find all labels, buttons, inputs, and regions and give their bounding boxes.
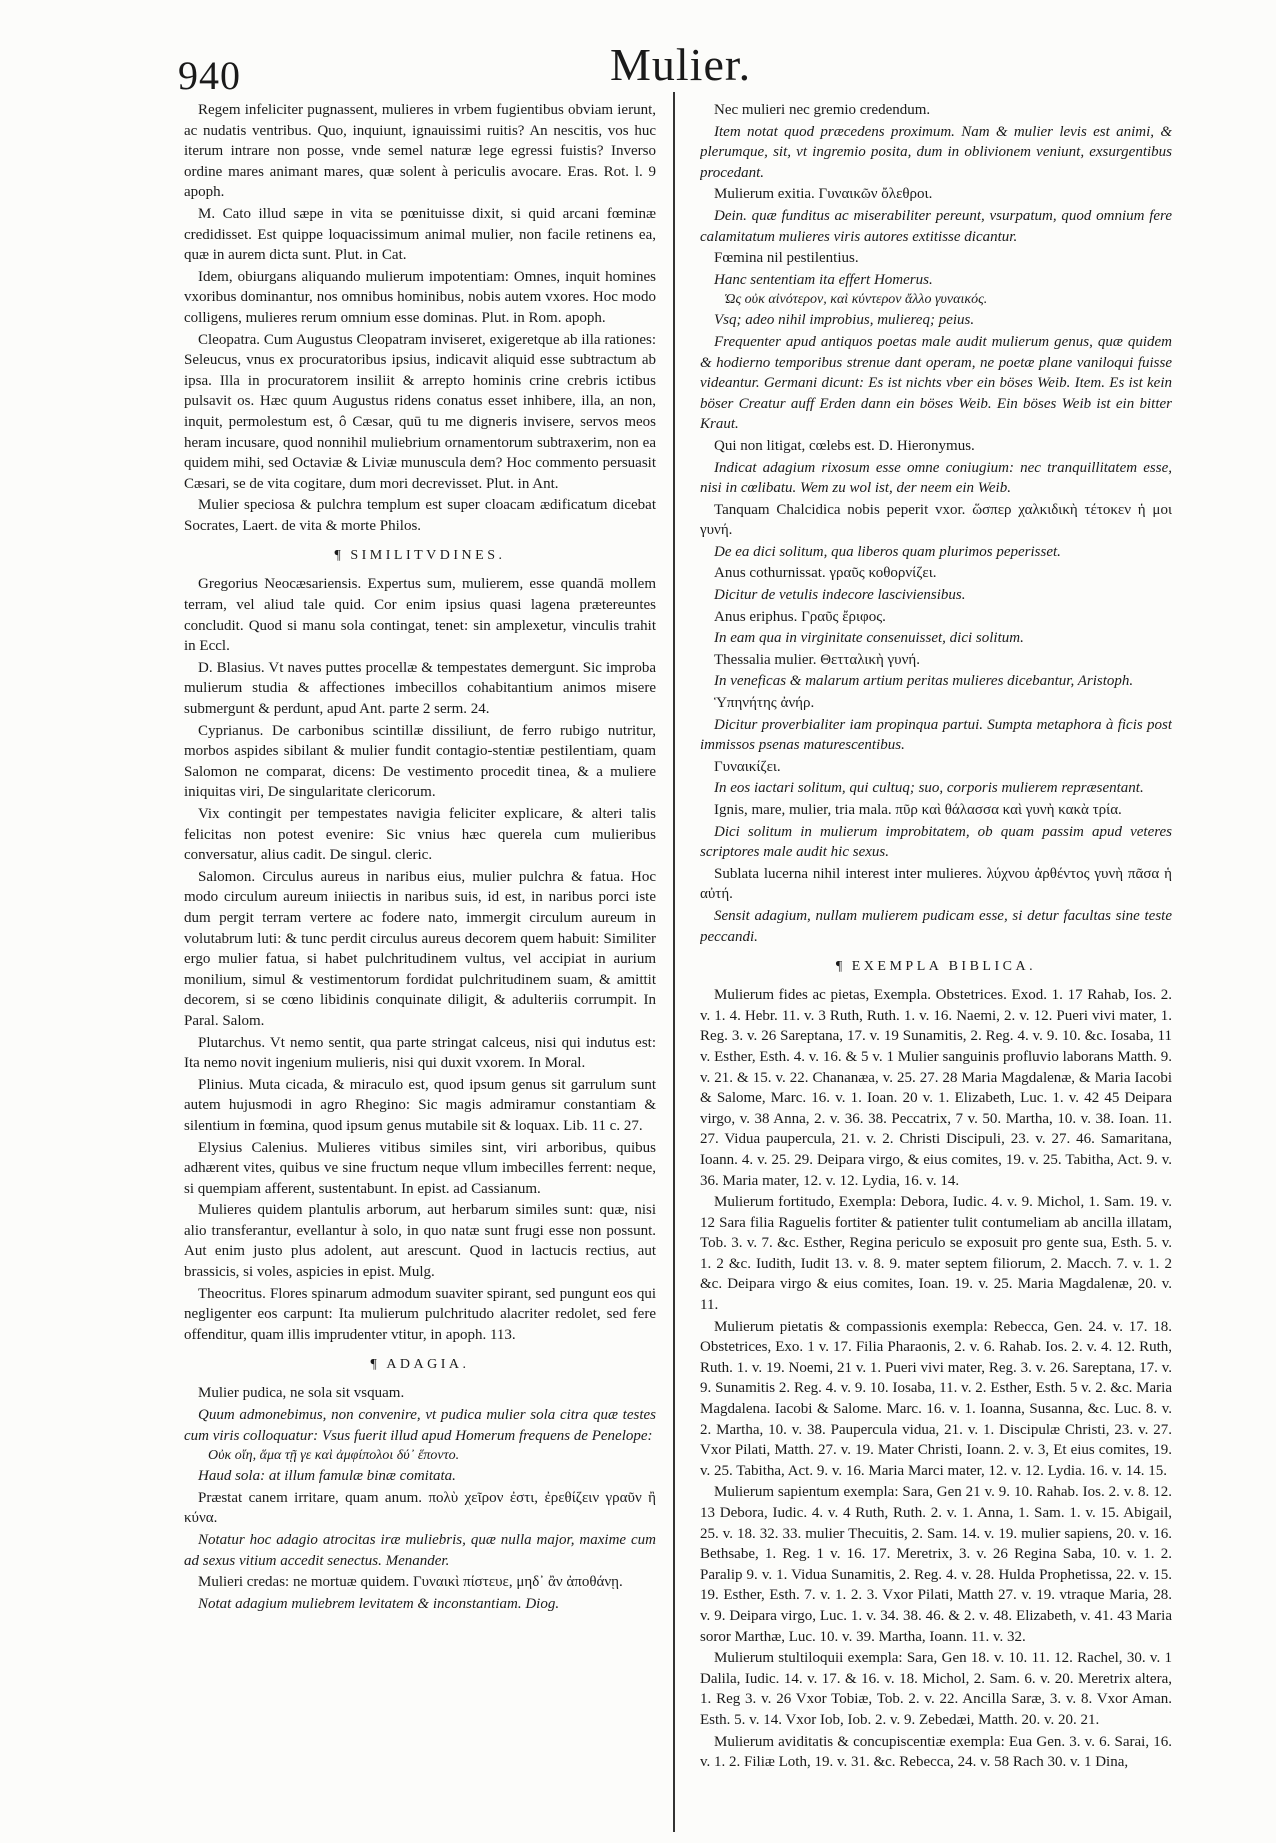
text-paragraph: Mulierum exitia. Γυναικῶν ὄλεθροι. — [714, 186, 933, 203]
commentary-paragraph: In eam qua in virginitate consenuisset, dici solitum. — [714, 630, 1024, 647]
text-paragraph: D. Blasius. Vt naves puttes procellæ & tempestates demergunt. Sic improba mulierum studia & affectiones imbecillos cohabitantium animos misere submergunt & perdunt, apud Ant. parte 2 serm. 24. — [184, 659, 656, 718]
text-paragraph: Cleopatra. Cum Augustus Cleopatram inviseret, exigeretque ab illa rationes: Seleucus, vnus ex procuratoribus ipsius, indicavit aliquid esse subtractum ab ipsa. Illa in procuratorem insiliit & arrepto hominis crine crebris ictibus pulsavit os. Hæc quum Augustus ridens conatus esset inhibere, illa, an non, inquit, permolestum est, ô Cæsar, quū tu me digneris invisere, servos meos heram incusare, quod nonnihil muliebrium ornamentorum subtraxerim, non ea quidem mihi, sed Octaviæ & Liviæ munuscula dem? Hoc commento persuasit Cæsari, se de vita cogitare, dum mori decrevisset. Plut. in Ant. — [184, 331, 656, 492]
text-paragraph: Tanquam Chalcidica nobis peperit vxor. ὥσπερ χαλκιδικὴ τέτοκεν ἡ μοι γυνή. — [700, 501, 1172, 539]
commentary-paragraph: Hanc sententiam ita effert Homerus. — [714, 271, 933, 288]
left-column — [184, 100, 656, 1835]
pilcrow-icon: ¶ — [370, 1357, 381, 1373]
section-heading-text: ADAGIA. — [386, 1357, 470, 1373]
text-paragraph: M. Cato illud sæpe in vita se pœnituisse dixit, si quid arcani fœminæ credidisset. Est quippe loquacissimum animal mulier, non facile retinens ea, quæ in aurem dicta sunt. Plut. in Cat. — [184, 205, 656, 264]
text-paragraph: Mulierum aviditatis & concupiscentiæ exempla: Eua Gen. 3. v. 6. Sarai, 16. v. 1. 2. Filiæ Loth, 19. v. 31. &c. Rebecca, 24. v. 58 Rach 30. v. 1 Dina, — [700, 1733, 1172, 1771]
text-paragraph: Regem infeliciter pugnassent, mulieres in vrbem fugientibus obviam ierunt, ac nudatis ventribus. Quo, inquiunt, ignauissimi ruitis? An nescitis, vos huc iterum intrare non posse, vnde semel naturæ lege egressi fuistis? Inverso ordine mares animant mares, quæ solent à periculis avocare. Eras. Rot. l. 9 apoph. — [184, 102, 656, 201]
commentary-paragraph: In eos iactari solitum, qui cultuq; suo, corporis mulierem repræsentant. — [714, 780, 1144, 797]
section-heading-text: EXEMPLA BIBLICA. — [851, 959, 1037, 975]
text-paragraph: Elysius Calenius. Mulieres vitibus similes sint, viri arboribus, quibus adhærent vites, quibus ve sine fructum neque vllum imbecilles ferrent: neque, si quempiam afferent, sustentabunt. In epist. ad Cassianum. — [184, 1139, 656, 1197]
running-head: Mulier. — [610, 39, 752, 90]
commentary-paragraph: Dicitur proverbialiter iam propinqua partui. Sumpta metaphora à ficis post immissos psenas maturescentibus. — [700, 716, 1172, 754]
commentary-paragraph: Sensit adagium, nullam mulierem pudicam esse, si detur facultas sine teste peccandi. — [700, 907, 1172, 945]
greek-quotation: Ὡς οὐκ αἰνότερον, καὶ κύντερον ἄλλο γυναικός. — [724, 292, 988, 308]
greek-quotation: Οὐκ οἴη, ἅμα τῇ γε καὶ ἀμφίπολοι δύ᾽ ἕποντο. — [208, 1448, 460, 1464]
text-paragraph: Mulierum fortitudo, Exempla: Debora, Iudic. 4. v. 9. Michol, 1. Sam. 19. v. 12 Sara filia Raguelis fortiter & patienter tulit contumeliam ab ancilla illatam, Tob. 3. v. 7. &c. Esther, Regina periculo se exposuit pro gente sua, Esth. 5. v. 1. 2 &c. Iudith, Iudit 13. v. 8. 9. mater septem filiorum, 2. Macch. 7. v. 1. 2 &c. Deipara virgo & eius comites, Ioan. 19. v. 25. Maria Magdalenæ, 20. v. 11. — [700, 1194, 1172, 1314]
section-heading — [700, 959, 1172, 975]
text-paragraph: Vix contingit per tempestates navigia feliciter explicare, & alteri talis felicitas non potest evenire: Sic vnius hæc querela cum mulieribus conversatur, alius cadit. De singul. cleric. — [184, 806, 656, 864]
text-paragraph: Mulierum pietatis & compassionis exempla: Rebecca, Gen. 24. v. 17. 18. Obstetrices, Exo. 1 v. 17. Filia Pharaonis, 2. v. 6. Rahab. Ios. 2. v. 4. 12. Ruth, Ruth. 1. v. 19. Noemi, 21 v. 1. Pueri vivi mater, Reg. 3. v. 26. Sareptana, 17. v. 9. Sunamitis 2. Reg. 4. v. 9. 10. Iosaba, 11. v. 2. Esther, Esth. 5 v. 2. &c. Maria Magdalena. Iacobi & Salome. Marc. 16. v. 1. Ioanna, Susanna, &c. Luc. 8. v. 2. Martha, 10. v. 38. Paupercula vidua, 21. v. 1. Discipulæ Christi, 23. v. 27. Vxor Pilati, Matth. 27. v. 19. Mater Christi, Ioann. 2. v. 3, Et eius comites, 19. v. 25. Tabitha, Act. 9. v. 16. Maria Marci mater, 12. v. 12. Lydia. 16. v. 14. 15. — [700, 1318, 1172, 1479]
text-paragraph: Theocritus. Flores spinarum admodum suaviter spirant, sed pungunt eos qui negligenter eos carpunt: Ita mulierum pulchritudo alacriter redolet, sed fere offenditur, quam illis imprudenter vtitur, in apoph. 113. — [184, 1285, 656, 1343]
pilcrow-icon: ¶ — [835, 959, 846, 975]
section-heading — [184, 1357, 656, 1373]
text-paragraph: Plutarchus. Vt nemo sentit, qua parte stringat calceus, nisi qui indutus est: Ita nemo novit ingenium mulieris, nisi qui duxit vxorem. In Moral. — [184, 1034, 656, 1072]
text-paragraph: Præstat canem irritare, quam anum. πολὺ χεῖρον ἐστι, ἐρεθίζειν γραῦν ἢ κύνα. — [184, 1489, 656, 1527]
text-paragraph: Plinius. Muta cicada, & miraculo est, quod ipsum genus sit garrulum sunt autem hujusmodi in agro Rhegino: Sic magis admiramur constantiam & silentium in fœmina, quod ipsum genus mutabile sit & loquax. Lib. 11 c. 27. — [184, 1076, 656, 1134]
text-paragraph: Anus cothurnissat. γραῦς κοθορνίζει. — [714, 565, 937, 582]
commentary-paragraph: Notat adagium muliebrem levitatem & inconstantiam. Diog. — [198, 1595, 560, 1612]
text-paragraph: Fœmina nil pestilentius. — [714, 250, 859, 267]
text-paragraph: Thessalia mulier. Θετταλικὴ γυνή. — [714, 651, 920, 668]
column-divider — [673, 92, 675, 1832]
text-paragraph: Mulier speciosa & pulchra templum est super cloacam ædificatum dicebat Socrates, Laert. de vita & morte Philos. — [184, 497, 656, 534]
page-number: 940 — [178, 53, 241, 98]
commentary-paragraph: Dici solitum in mulierum improbitatem, ob quam passim apud veteres scriptores male audit hic sexus. — [700, 823, 1172, 861]
text-paragraph: Mulierum sapientum exempla: Sara, Gen 21 v. 9. 10. Rahab. Ios. 2. v. 8. 12. 13 Debora, Iudic. 4. v. 4 Ruth, Ruth. 2. v. 1. Anna, 1. Sam. 1. v. 15. Abigail, 25. v. 18. 32. 33. mulier Thecuitis, 2. Sam. 14. v. 19. mulier sapiens, 20. v. 16. Bethsabe, 1. Reg. 1 v. 16. 17. Meretrix, 3. v. 26 Regina Saba, 10. v. 1. 2. Paralip 9. v. 1. Vidua Sunamitis, 2. Reg. 4. v. 28. Hulda Prophetissa, 22. v. 15. 19. Esther, Esth. 7. v. 1. 2. 3. Vxor Pilati, Matth 27. v. 19. vtraque Maria, 28. v. 9. Deipara virgo, Luc. 1. v. 34. 38. 46. & 2. v. 48. Elizabeth, v. 41. 43 Maria soror Marthæ, Luc. 10. v. 39. Martha, Ioann. 11. v. 32. — [700, 1484, 1172, 1645]
text-paragraph: Cyprianus. De carbonibus scintillæ dissiliunt, de ferro rubigo nutritur, morbos aspides sibilant & mulier fundit contagio-stentiæ pestilentiam, quam Salomon ne comparat, dicens: De vestimento procedit tinea, & a muliere iniquitas viri, De singularitate clericorum. — [184, 722, 656, 801]
commentary-paragraph: Dein. quæ funditus ac miserabiliter pereunt, vsurpatum, quod omnium fere calamitatum mulieres viris autores extitisse dicantur. — [700, 207, 1172, 245]
text-paragraph: Sublata lucerna nihil interest inter mulieres. λύχνου ἀρθέντος γυνὴ πᾶσα ἡ αὐτή. — [700, 865, 1172, 903]
commentary-paragraph: Frequenter apud antiquos poetas male audit mulierum genus, quæ quidem & hodierno temporibus strenue dant operam, ne poetæ plane vaniloqui fuisse videantur. Germani dicunt: Es ist nichts vber ein böses Weib. Item. Es ist kein böser Creatur auff Erden dann ein böses Weib. Ein böses Weib ist ein bitter Kraut. — [700, 333, 1172, 433]
text-paragraph: Γυναικίζει. — [714, 758, 781, 775]
right-column — [700, 100, 1172, 1835]
text-paragraph: Idem, obiurgans aliquando mulierum impotentiam: Omnes, inquit homines vxoribus dominantur, nos omnibus hominibus, nobis autem vxores. Hoc modo colligens, mulieres rerum omnium esse dominas. Plut. in Rom. apoph. — [184, 268, 656, 326]
commentary-paragraph: De ea dici solitum, qua liberos quam plurimos peperisset. — [714, 543, 1061, 560]
commentary-paragraph: Dicitur de vetulis indecore lasciviensibus. — [714, 587, 966, 604]
text-paragraph: Salomon. Circulus aureus in naribus eius, mulier pulchra & fatua. Hoc modo circulum aureum iniiectis in naribus suis, id est, in naribus porci iste dum pergit terram vertere ac fodere nato, immergit circulum aureum in volutabrum luti: & tunc perdit circulus aureus decorem quem habuit: Similiter ergo mulier fatua, si habet pulchritudinem vultus, vel accipiat in aurium monilium, simul & vestimentorum fordidat pulchritudinem suam, & amittit decorem, si se cœno libidinis conquinate diligit, & adulteriis corrumpit. In Paral. Salom. — [184, 868, 656, 1029]
text-paragraph: Ignis, mare, mulier, tria mala. πῦρ καὶ θάλασσα καὶ γυνὴ κακὰ τρία. — [714, 802, 1122, 818]
text-paragraph: Anus eriphus. Γραῦς ἔριφος. — [714, 608, 886, 625]
text-paragraph: Mulierum stultiloquii exempla: Sara, Gen 18. v. 10. 11. 12. Rachel, 30. v. 1 Dalila, Iudic. 14. v. 17. & 16. v. 18. Michol, 2. Sam. 6. v. 20. Meretrix altera, 1. Reg 3. v. 26 Vxor Tobiæ, Tob. 2. v. 22. Ancilla Saræ, 3. v. 8. Vxor Aman. Esth. 5. v. 14. Vxor Iob, Iob. 2. v. 9. Zebedæi, Matth. 20. v. 20. 21. — [700, 1650, 1172, 1728]
commentary-paragraph: In veneficas & malarum artium peritas mulieres dicebantur, Aristoph. — [714, 673, 1134, 690]
commentary-paragraph: Notatur hoc adagio atrocitas iræ muliebris, quæ nulla major, maxime cum ad sexus vitium accedit senectus. Menander. — [184, 1532, 656, 1569]
text-paragraph: Mulieri credas: ne mortuæ quidem. Γυναικὶ πίστευε, μηδ᾽ ἂν ἀποθάνῃ. — [198, 1574, 623, 1591]
commentary-paragraph: Vsq; adeo nihil improbius, muliereq; peius. — [714, 312, 975, 329]
text-paragraph: Gregorius Neocæsariensis. Expertus sum, mulierem, esse quandā mollem terram, vel aliud tale quid. Cor enim ipsius quasi lagena prætereuntes concludit. Quod si manu sola contingat, tenet: sin amplexetur, vinculis trahit in Eccl. — [184, 576, 656, 655]
section-heading — [184, 548, 656, 564]
text-paragraph: Mulier pudica, ne sola sit vsquam. — [198, 1385, 405, 1402]
commentary-paragraph: Haud sola: at illum famulæ binæ comitata. — [198, 1468, 456, 1485]
pilcrow-icon: ¶ — [334, 548, 345, 564]
text-paragraph: Qui non litigat, cœlebs est. D. Hieronymus. — [714, 437, 975, 454]
section-heading-text: SIMILITVDINES. — [350, 548, 506, 564]
text-paragraph: Mulierum fides ac pietas, Exempla. Obstetrices. Exod. 1. 17 Rahab, Ios. 2. v. 1. 4. Hebr. 11. v. 3 Ruth, Ruth. 1. v. 16. Naemi, 2. v. 12. Pueri vivi mater, 1. Reg. 3. v. 26 Sareptana, 17. v. 19 Sunamitis, 2. Reg. 4. v. 9. 10. &c. Iosaba, 11 v. Esther, Esth. 4. v. 16. & 5 v. 1 Mulier sanguinis profluvio laborans Matth. 9. v. 21. & 15. v. 22. Chananæa, v. 25. 27. 28 Maria Magdalenæ, & Maria Iacobi & Salome, Marc. 16. v. 1. Ioan. 20 v. 1. Elizabeth, Luc. 1. v. 42 45 Deipara virgo, v. 38 Anna, 2. v. 36. 38. Peccatrix, 7 v. 50. Martha, 10. v. 38. Ioan. 11. 27. Vidua paupercula, 21. v. 2. Christi Discipuli, 23. v. 27. 46. Samaritana, Ioann. 4. v. 25. 29. Deipara virgo, & eius comites, 19. v. 25. Tabitha, Act. 9. v. 36. Maria mater, 12. v. 12. Lydia, 16. v. 14. — [700, 987, 1172, 1189]
text-paragraph: Nec mulieri nec gremio credendum. — [714, 102, 931, 118]
text-paragraph: Mulieres quidem plantulis arborum, aut herbarum similes sunt: quæ, nisi alio transferantur, evellantur à solo, in quo natæ sunt frugi esse non possunt. Aut enim justo plus adolent, aut arescunt. Quod in lactucis rectius, aut brassicis, si voles, aspicies in epist. Mulg. — [184, 1202, 656, 1281]
commentary-paragraph: Indicat adagium rixosum esse omne coniugium: nec tranquillitatem esse, nisi in cœlibatu. Wem zu wol ist, der neem ein Weib. — [700, 459, 1172, 497]
text-paragraph: Ὑπηνήτης ἀνήρ. — [714, 695, 815, 712]
commentary-paragraph: Quum admonebimus, non convenire, vt pudica mulier sola citra quæ testes cum viris colloquatur: Vsus fuerit illud apud Homerum frequens de Penelope: — [184, 1407, 656, 1444]
commentary-paragraph: Item notat quod præcedens proximum. Nam & mulier levis est animi, & plerumque, sit, vt ingremio posita, dum in oblivionem veniunt, exsurgentibus procedant. — [700, 123, 1172, 181]
